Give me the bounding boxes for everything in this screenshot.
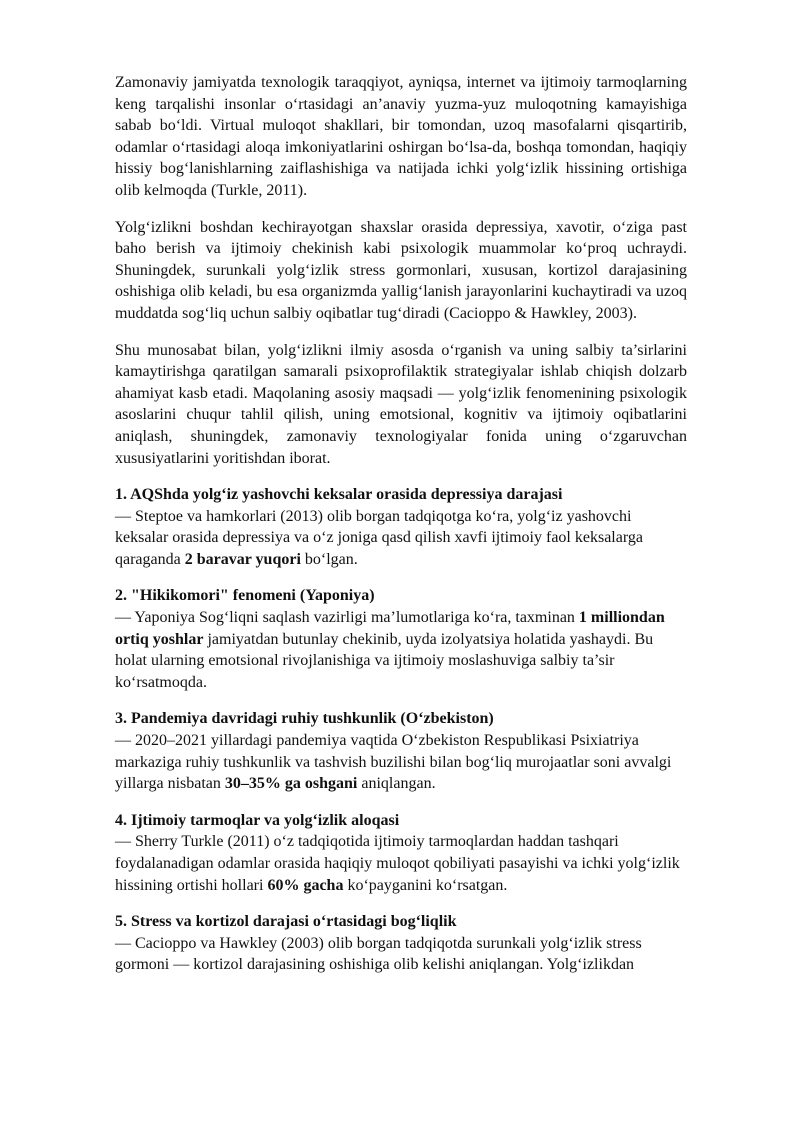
section-3-text-end: aniqlangan. xyxy=(357,775,436,793)
section-2-highlight: 1 milliondan ortiq yoshlar xyxy=(115,609,665,648)
section-1-heading: 1. AQShda yolg‘iz yashovchi keksalar orasida depressiya darajasi xyxy=(115,486,563,504)
intro-paragraph-2: Yolg‘izlikni boshdan kechirayotgan shaxslar orasida depressiya, xavotir, o‘ziga past baho berish va ijtimoiy chekinish kabi psixologik muammolar ko‘proq uchraydi. Shuningdek, surunkali yolg‘izlik stress gormonlari, xususan, kortizol darajasining oshishiga olib keladi, bu esa organizmda yallig‘lanish jarayonlarini kuchaytiradi va uzoq muddatda sog‘liq uchun salbiy oqibatlar tug‘diradi (Cacioppo & Hawkley, 2003). xyxy=(115,218,687,322)
section-5-text: — Cacioppo va Hawkley (2003) olib borgan tadqiqotda surunkali yolg‘izlik stress gormoni — kortizol darajasining oshishiga olib kelishi aniqlangan. Yolg‘izlikdan xyxy=(115,934,642,974)
section-4-highlight: 60% gacha xyxy=(267,876,344,894)
section-1-highlight: 2 baravar yuqori xyxy=(184,550,301,568)
section-2-text: — Yaponiya Sog‘liqni saqlash vazirligi ma’lumotlariga ko‘ra, taxminan xyxy=(115,609,579,627)
document-page xyxy=(115,72,687,991)
section-4-heading: 4. Ijtimoiy tarmoqlar va yolg‘izlik aloqasi xyxy=(115,811,400,829)
section-1-body xyxy=(115,506,687,571)
section-2-text-end: jamiyatdan butunlay chekinib, uyda izolyatsiya holatida yashaydi. Bu holat ularning emotsional rivojlanishiga va ijtimoiy moslashuviga salbiy ta’sir ko‘rsatmoqda. xyxy=(115,630,654,691)
section-3-highlight: 30–35% ga oshgani xyxy=(224,775,358,793)
section-2 xyxy=(115,585,687,693)
section-4-text: — Sherry Turkle (2011) o‘z tadqiqotida ijtimoiy tarmoqlardan haddan tashqari foydalanadigan odamlar orasida haqiqiy muloqot qobiliyati pasayishi va ichki yolg‘izlik hissining ortishi hollari xyxy=(115,833,680,894)
section-3 xyxy=(115,708,687,794)
section-1-text-end: bo‘lgan. xyxy=(300,550,358,568)
section-4 xyxy=(115,810,687,896)
section-5-body xyxy=(115,933,687,976)
section-2-body xyxy=(115,607,687,693)
section-1-text: — Steptoe va hamkorlari (2013) olib borgan tadqiqotga ko‘ra, yolg‘iz yashovchi keksalar orasida depressiya va o‘z joniga qasd qilish xavfi ijtimoiy faol keksalarga qaraganda xyxy=(115,507,643,568)
intro-paragraph-1: Zamonaviy jamiyatda texnologik taraqqiyot, ayniqsa, internet va ijtimoiy tarmoqlarning keng tarqalishi insonlar o‘rtasidagi an’anaviy yuzma-yuz muloqotning kamayishiga sabab bo‘ldi. Virtual muloqot shakllari, bir tomondan, uzoq masofalarni qisqartirib, odamlar o‘rtasidagi aloqa imkoniyatlarini oshirgan bo‘lsa-da, boshqa tomondan, haqiqiy hissiy bog‘lanishlarning zaiflashishiga va natijada ichki yolg‘izlik hissining ortishiga olib kelmoqda (Turkle, 2011). xyxy=(115,74,687,199)
section-3-text: — 2020–2021 yillardagi pandemiya vaqtida O‘zbekiston Respublikasi Psixiatriya markaziga ruhiy tushkunlik va tashvish buzilishi bilan bog‘liq murojaatlar soni avvalgi yillarga nisbatan xyxy=(115,732,672,793)
intro-paragraph-3: Shu munosabat bilan, yolg‘izlikni ilmiy asosda o‘rganish va uning salbiy ta’sirlarini kamaytirishga qaratilgan samarali psixoprofilaktik strategiyalar ishlab chiqish dolzarb ahamiyat kasb etadi. Maqolaning asosiy maqsadi — yolg‘izlik fenomenining psixologik asoslarini chuqur tahlil qilish, uning emotsional, kognitiv va ijtimoiy oqibatlarini aniqlash, shuningdek, zamonaviy texnologiyalar fonida uning o‘zgaruvchan xususiyatlarini yoritishdan iborat. xyxy=(115,341,687,467)
section-5-heading: 5. Stress va kortizol darajasi o‘rtasidagi bog‘liqlik xyxy=(115,913,457,931)
section-5 xyxy=(115,911,687,976)
section-2-heading: 2. "Hikikomori" fenomeni (Yaponiya) xyxy=(115,587,375,605)
section-1 xyxy=(115,484,687,570)
section-4-text-end: ko‘payganini ko‘rsatgan. xyxy=(343,876,508,894)
section-4-body xyxy=(115,831,687,896)
section-3-heading: 3. Pandemiya davridagi ruhiy tushkunlik (O‘zbekiston) xyxy=(115,710,494,728)
section-3-body xyxy=(115,730,687,795)
